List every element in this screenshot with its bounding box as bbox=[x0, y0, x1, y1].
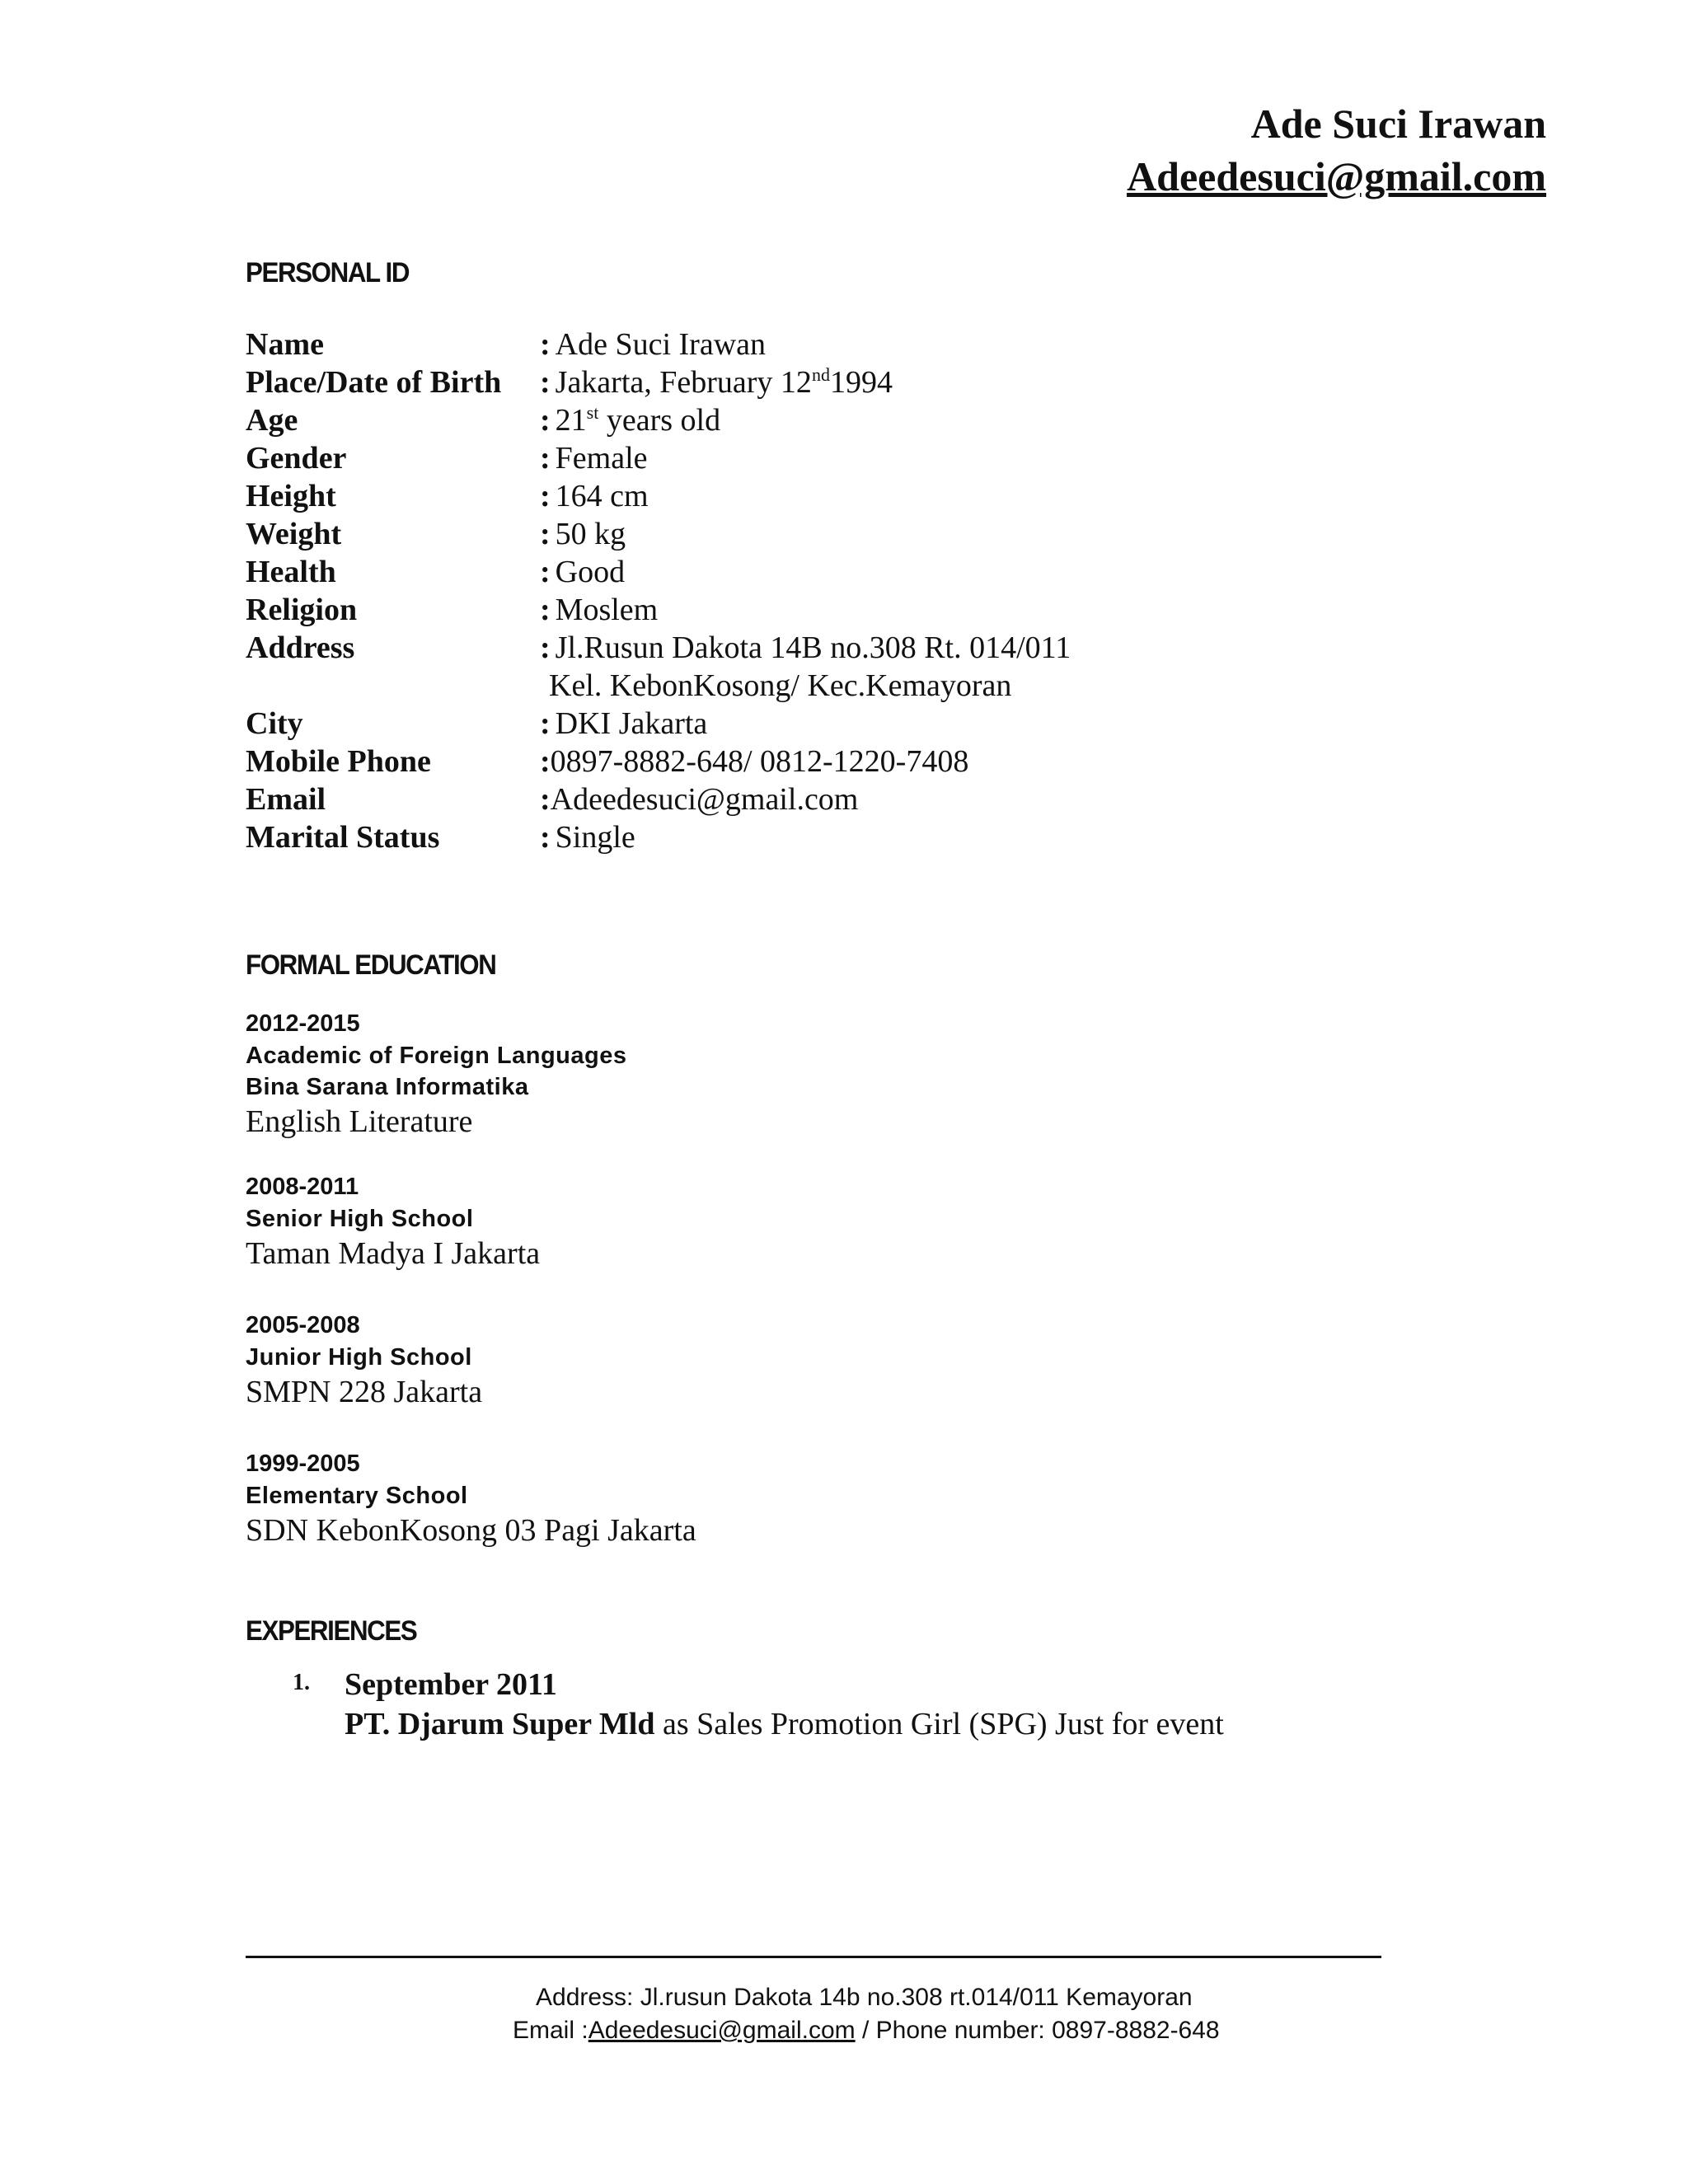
pid-row-name bbox=[246, 326, 1071, 363]
pid-row-age bbox=[246, 401, 1071, 439]
applicant-name: Ade Suci Irawan bbox=[1250, 101, 1546, 147]
pid-value: 21st years old bbox=[555, 402, 721, 438]
pid-label: Gender bbox=[246, 441, 347, 476]
education-years: 2012-2015 bbox=[246, 1010, 360, 1037]
resume-header bbox=[1127, 97, 1546, 203]
experience-item bbox=[293, 1665, 1224, 1744]
experience-role: as Sales Promotion Girl (SPG) Just for event bbox=[654, 1707, 1224, 1741]
pid-value: Single bbox=[555, 820, 635, 855]
pid-row-health bbox=[246, 553, 1071, 591]
pid-row-marital bbox=[246, 818, 1071, 856]
personal-id-table bbox=[246, 326, 1071, 856]
pid-colon: : bbox=[540, 706, 551, 741]
education-school: SDN KebonKosong 03 Pagi Jakarta bbox=[246, 1513, 696, 1548]
pid-row-weight bbox=[246, 515, 1071, 553]
pid-value: 50 kg bbox=[555, 517, 626, 551]
pid-row-height bbox=[246, 477, 1071, 515]
pid-label: Religion bbox=[246, 593, 358, 627]
pid-value: Good bbox=[555, 555, 626, 589]
pid-value: DKI Jakarta bbox=[555, 706, 708, 741]
pid-colon: : bbox=[540, 365, 551, 400]
pid-row-birth bbox=[246, 363, 1071, 401]
pid-colon: : bbox=[540, 593, 551, 627]
pid-colon: : bbox=[540, 744, 551, 779]
pid-colon: : bbox=[540, 782, 551, 817]
education-institution: Academic of Foreign Languages bbox=[246, 1043, 627, 1069]
pid-value: Jakarta, February 12nd1994 bbox=[555, 364, 893, 400]
pid-label: Name bbox=[246, 327, 324, 362]
pid-label: Weight bbox=[246, 517, 342, 551]
pid-row-address bbox=[246, 629, 1071, 667]
experience-company: PT. Djarum Super Mld bbox=[345, 1707, 655, 1741]
pid-label: Email bbox=[246, 782, 326, 817]
education-institution: Senior High School bbox=[246, 1206, 474, 1232]
pid-colon: : bbox=[540, 403, 551, 438]
experience-date: September 2011 bbox=[345, 1667, 557, 1702]
pid-label: Address bbox=[246, 630, 355, 665]
pid-value: Kel. KebonKosong/ Kec.Kemayoran bbox=[549, 668, 1012, 703]
formal-education-heading: FORMAL EDUCATION bbox=[246, 949, 496, 981]
pid-label: Age bbox=[246, 403, 298, 438]
education-entry bbox=[246, 1309, 482, 1411]
footer-email-link[interactable]: Adeedesuci@gmail.com bbox=[588, 2017, 856, 2044]
pid-colon: : bbox=[540, 630, 551, 665]
education-entry bbox=[246, 1170, 540, 1272]
pid-colon: : bbox=[540, 479, 551, 513]
education-institution: Junior High School bbox=[246, 1344, 472, 1371]
experiences-heading: EXPERIENCES bbox=[246, 1615, 417, 1647]
experience-number: 1. bbox=[293, 1670, 310, 1695]
pid-label: Height bbox=[246, 479, 336, 513]
pid-row-gender bbox=[246, 439, 1071, 477]
pid-colon: : bbox=[540, 327, 551, 362]
education-institution: Elementary School bbox=[246, 1483, 468, 1509]
pid-value: Ade Suci Irawan bbox=[555, 327, 767, 362]
pid-colon: : bbox=[540, 517, 551, 551]
pid-label: Marital Status bbox=[246, 820, 440, 855]
pid-colon: : bbox=[540, 820, 551, 855]
education-school: Taman Madya I Jakarta bbox=[246, 1236, 541, 1271]
education-entry bbox=[246, 1007, 626, 1141]
applicant-email-link[interactable]: Adeedesuci@gmail.com bbox=[1127, 153, 1546, 199]
pid-row-phone bbox=[246, 743, 1071, 780]
education-years: 2008-2011 bbox=[246, 1174, 359, 1200]
pid-value: Jl.Rusun Dakota 14B no.308 Rt. 014/011 bbox=[555, 630, 1071, 665]
pid-value: 0897-8882-648/ 0812-1220-7408 bbox=[550, 744, 969, 779]
footer-address: Address: Jl.rusun Dakota 14b no.308 rt.014/011 Kemayoran bbox=[536, 1984, 1193, 2011]
pid-row-address-cont bbox=[246, 667, 1071, 705]
pid-label: City bbox=[246, 706, 303, 741]
page-footer bbox=[462, 1981, 1648, 2047]
pid-value: Moslem bbox=[555, 593, 659, 627]
education-entry bbox=[246, 1447, 696, 1549]
pid-label: Place/Date of Birth bbox=[246, 365, 502, 400]
pid-row-religion bbox=[246, 591, 1071, 629]
education-program: English Literature bbox=[246, 1104, 473, 1139]
pid-colon: : bbox=[540, 441, 551, 476]
experience-detail bbox=[345, 1704, 1224, 1744]
footer-divider bbox=[246, 1956, 1381, 1958]
education-school: SMPN 228 Jakarta bbox=[246, 1375, 483, 1409]
pid-colon: : bbox=[540, 555, 551, 589]
pid-label: Mobile Phone bbox=[246, 744, 431, 779]
education-institution-name: Bina Sarana Informatika bbox=[246, 1074, 529, 1100]
pid-value: Female bbox=[555, 441, 648, 476]
education-years: 2005-2008 bbox=[246, 1312, 360, 1338]
pid-label: Health bbox=[246, 555, 336, 589]
education-years: 1999-2005 bbox=[246, 1451, 360, 1477]
pid-row-city bbox=[246, 705, 1071, 743]
pid-value: Adeedesuci@gmail.com bbox=[550, 782, 859, 817]
personal-id-heading: PERSONAL ID bbox=[246, 257, 410, 288]
footer-contact: Email :Adeedesuci@gmail.com / Phone number: 0897-8882-648 bbox=[513, 2017, 1220, 2044]
pid-value: 164 cm bbox=[555, 479, 649, 513]
pid-row-email bbox=[246, 780, 1071, 818]
